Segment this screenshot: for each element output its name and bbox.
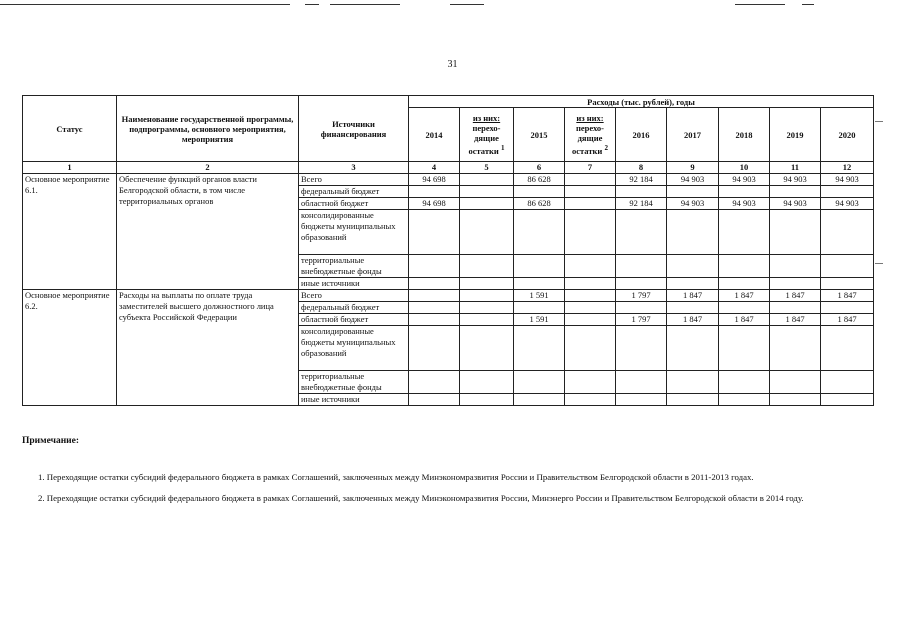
value-cell bbox=[616, 210, 667, 255]
value-cell bbox=[770, 255, 821, 278]
value-cell bbox=[460, 371, 514, 394]
col-num: 1 bbox=[23, 162, 117, 174]
value-cell bbox=[667, 186, 719, 198]
value-cell bbox=[616, 186, 667, 198]
col-num: 10 bbox=[719, 162, 770, 174]
value-cell bbox=[719, 255, 770, 278]
value-cell bbox=[460, 198, 514, 210]
scan-line bbox=[735, 4, 785, 5]
financing-table bbox=[22, 95, 874, 406]
header-year-2017: 2017 bbox=[667, 108, 719, 162]
header-remains-label: остатки $^2$ bbox=[572, 144, 608, 156]
col-num: 3 bbox=[299, 162, 409, 174]
value-cell bbox=[821, 255, 874, 278]
value-cell bbox=[460, 314, 514, 326]
value-cell bbox=[565, 255, 616, 278]
value-cell bbox=[770, 210, 821, 255]
value-cell: 1 847 bbox=[770, 290, 821, 302]
value-cell: 1 591 bbox=[514, 314, 565, 326]
source-cell: территориальные внебюджетные фонды bbox=[299, 371, 409, 394]
value-cell bbox=[667, 394, 719, 406]
header-sources: Источники финансирования bbox=[299, 96, 409, 162]
value-cell: 1 847 bbox=[719, 290, 770, 302]
source-cell: консолидированные бюджеты муниципальных образований bbox=[299, 210, 409, 255]
value-cell bbox=[460, 210, 514, 255]
header-status: Статус bbox=[23, 96, 117, 162]
value-cell bbox=[770, 186, 821, 198]
value-cell: 1 847 bbox=[667, 314, 719, 326]
value-cell bbox=[667, 371, 719, 394]
value-cell bbox=[667, 210, 719, 255]
col-num: 7 bbox=[565, 162, 616, 174]
value-cell: 94 698 bbox=[409, 198, 460, 210]
value-cell bbox=[821, 326, 874, 371]
value-cell bbox=[821, 371, 874, 394]
header-transit-2 bbox=[565, 108, 616, 162]
header-name: Наименование государственной программы, подпрограммы, основного мероприятия, мероприятия bbox=[117, 96, 299, 162]
value-cell bbox=[514, 210, 565, 255]
value-cell bbox=[770, 394, 821, 406]
value-cell bbox=[616, 302, 667, 314]
value-cell: 86 628 bbox=[514, 174, 565, 186]
header-transit-label: перехо-дящие bbox=[575, 123, 604, 144]
value-cell bbox=[565, 394, 616, 406]
header-year-2020: 2020 bbox=[821, 108, 874, 162]
value-cell bbox=[719, 186, 770, 198]
value-cell: 1 847 bbox=[667, 290, 719, 302]
scan-line bbox=[802, 4, 814, 5]
value-cell bbox=[409, 371, 460, 394]
value-cell bbox=[616, 326, 667, 371]
value-cell: 1 797 bbox=[616, 290, 667, 302]
note-item-1: 1. Переходящие остатки субсидий федерального бюджета в рамках Соглашений, заключенных между Минэкономразвития России и Правительством Белгородской области в 2011-2013 годах. bbox=[38, 472, 754, 482]
status-cell: Основное мероприятие 6.2. bbox=[23, 290, 117, 406]
col-num: 11 bbox=[770, 162, 821, 174]
value-cell: 94 903 bbox=[719, 174, 770, 186]
value-cell: 94 903 bbox=[770, 198, 821, 210]
scan-line bbox=[0, 4, 290, 5]
value-cell bbox=[460, 278, 514, 290]
value-cell bbox=[409, 314, 460, 326]
status-cell: Основное мероприятие 6.1. bbox=[23, 174, 117, 290]
value-cell: 92 184 bbox=[616, 174, 667, 186]
header-year-2014: 2014 bbox=[409, 108, 460, 162]
value-cell bbox=[409, 278, 460, 290]
value-cell: 1 847 bbox=[719, 314, 770, 326]
value-cell: 94 903 bbox=[770, 174, 821, 186]
source-cell: территориальные внебюджетные фонды bbox=[299, 255, 409, 278]
value-cell bbox=[821, 302, 874, 314]
page-number: 31 bbox=[447, 59, 458, 70]
value-cell bbox=[409, 302, 460, 314]
col-num: 4 bbox=[409, 162, 460, 174]
value-cell bbox=[565, 326, 616, 371]
value-cell bbox=[719, 210, 770, 255]
value-cell bbox=[514, 394, 565, 406]
value-cell bbox=[616, 371, 667, 394]
source-cell: консолидированные бюджеты муниципальных образований bbox=[299, 326, 409, 371]
footnote-1: 1 bbox=[500, 144, 505, 153]
value-cell bbox=[565, 371, 616, 394]
value-cell bbox=[667, 278, 719, 290]
value-cell bbox=[565, 198, 616, 210]
value-cell bbox=[821, 186, 874, 198]
value-cell: 1 847 bbox=[770, 314, 821, 326]
value-cell bbox=[821, 210, 874, 255]
value-cell bbox=[409, 186, 460, 198]
note-item-2: 2. Переходящие остатки субсидий федерального бюджета в рамках Соглашений, заключенных между Минэкономразвития России, Минэнерго России и Правительством Белгородской области в 2014 году. bbox=[38, 493, 804, 503]
header-year-2016: 2016 bbox=[616, 108, 667, 162]
value-cell bbox=[460, 302, 514, 314]
header-year-2015: 2015 bbox=[514, 108, 565, 162]
source-cell: областной бюджет bbox=[299, 198, 409, 210]
table-row bbox=[23, 174, 874, 186]
value-cell bbox=[514, 302, 565, 314]
scan-line bbox=[305, 4, 319, 5]
notes-title: Примечание: bbox=[22, 436, 80, 446]
scan-line bbox=[450, 4, 484, 5]
col-num: 8 bbox=[616, 162, 667, 174]
source-cell: Всего bbox=[299, 174, 409, 186]
scan-line bbox=[330, 4, 400, 5]
column-number-row bbox=[23, 162, 874, 174]
value-cell bbox=[565, 174, 616, 186]
value-cell bbox=[719, 302, 770, 314]
value-cell: 86 628 bbox=[514, 198, 565, 210]
header-of-them: из них: bbox=[472, 113, 501, 124]
value-cell bbox=[616, 394, 667, 406]
value-cell bbox=[821, 278, 874, 290]
value-cell bbox=[667, 326, 719, 371]
source-cell: федеральный бюджет bbox=[299, 302, 409, 314]
value-cell: 94 903 bbox=[821, 174, 874, 186]
value-cell bbox=[719, 326, 770, 371]
value-cell bbox=[770, 278, 821, 290]
value-cell bbox=[409, 394, 460, 406]
scan-dash bbox=[875, 121, 883, 122]
header-transit-label: перехо-дящие bbox=[472, 123, 501, 144]
value-cell bbox=[460, 174, 514, 186]
value-cell bbox=[514, 371, 565, 394]
value-cell: 94 903 bbox=[667, 174, 719, 186]
value-cell bbox=[565, 210, 616, 255]
source-cell: федеральный бюджет bbox=[299, 186, 409, 198]
value-cell bbox=[667, 255, 719, 278]
header-expenses: Расходы (тыс. рублей), годы bbox=[409, 96, 874, 108]
value-cell bbox=[460, 290, 514, 302]
value-cell bbox=[460, 255, 514, 278]
source-cell: Всего bbox=[299, 290, 409, 302]
value-cell: 94 903 bbox=[719, 198, 770, 210]
value-cell: 94 698 bbox=[409, 174, 460, 186]
table-row bbox=[23, 290, 874, 302]
value-cell bbox=[667, 302, 719, 314]
source-cell: областной бюджет bbox=[299, 314, 409, 326]
source-cell: иные источники bbox=[299, 278, 409, 290]
value-cell bbox=[565, 290, 616, 302]
value-cell: 94 903 bbox=[821, 198, 874, 210]
value-cell: 92 184 bbox=[616, 198, 667, 210]
value-cell: 1 847 bbox=[821, 290, 874, 302]
value-cell bbox=[460, 394, 514, 406]
header-year-2019: 2019 bbox=[770, 108, 821, 162]
value-cell: 94 903 bbox=[667, 198, 719, 210]
header-remains-label: остатки $^1$ bbox=[468, 144, 505, 156]
value-cell bbox=[460, 326, 514, 371]
col-num: 6 bbox=[514, 162, 565, 174]
col-num: 5 bbox=[460, 162, 514, 174]
measure-name-cell: Обеспечение функций органов власти Белгородской области, в том числе территориальных органов bbox=[117, 174, 299, 290]
value-cell bbox=[409, 290, 460, 302]
value-cell bbox=[770, 371, 821, 394]
header-of-them: из них: bbox=[576, 113, 604, 124]
value-cell bbox=[719, 371, 770, 394]
value-cell bbox=[514, 255, 565, 278]
value-cell: 1 797 bbox=[616, 314, 667, 326]
header-year-2018: 2018 bbox=[719, 108, 770, 162]
value-cell bbox=[719, 394, 770, 406]
value-cell bbox=[565, 302, 616, 314]
value-cell bbox=[616, 255, 667, 278]
value-cell bbox=[719, 278, 770, 290]
value-cell bbox=[409, 255, 460, 278]
value-cell bbox=[565, 278, 616, 290]
value-cell bbox=[514, 326, 565, 371]
value-cell bbox=[565, 314, 616, 326]
col-num: 2 bbox=[117, 162, 299, 174]
footnote-2: 2 bbox=[604, 144, 608, 153]
table-body bbox=[23, 174, 874, 406]
value-cell bbox=[770, 302, 821, 314]
value-cell bbox=[409, 210, 460, 255]
col-num: 9 bbox=[667, 162, 719, 174]
value-cell bbox=[616, 278, 667, 290]
scan-dash bbox=[875, 263, 883, 264]
value-cell bbox=[514, 186, 565, 198]
value-cell: 1 847 bbox=[821, 314, 874, 326]
measure-name-cell: Расходы на выплаты по оплате труда заместителей высшего должностного лица субъекта Российской Федерации bbox=[117, 290, 299, 406]
source-cell: иные источники bbox=[299, 394, 409, 406]
header-transit-1 bbox=[460, 108, 514, 162]
col-num: 12 bbox=[821, 162, 874, 174]
value-cell: 1 591 bbox=[514, 290, 565, 302]
value-cell bbox=[409, 326, 460, 371]
value-cell bbox=[514, 278, 565, 290]
value-cell bbox=[565, 186, 616, 198]
value-cell bbox=[770, 326, 821, 371]
value-cell bbox=[460, 186, 514, 198]
value-cell bbox=[821, 394, 874, 406]
